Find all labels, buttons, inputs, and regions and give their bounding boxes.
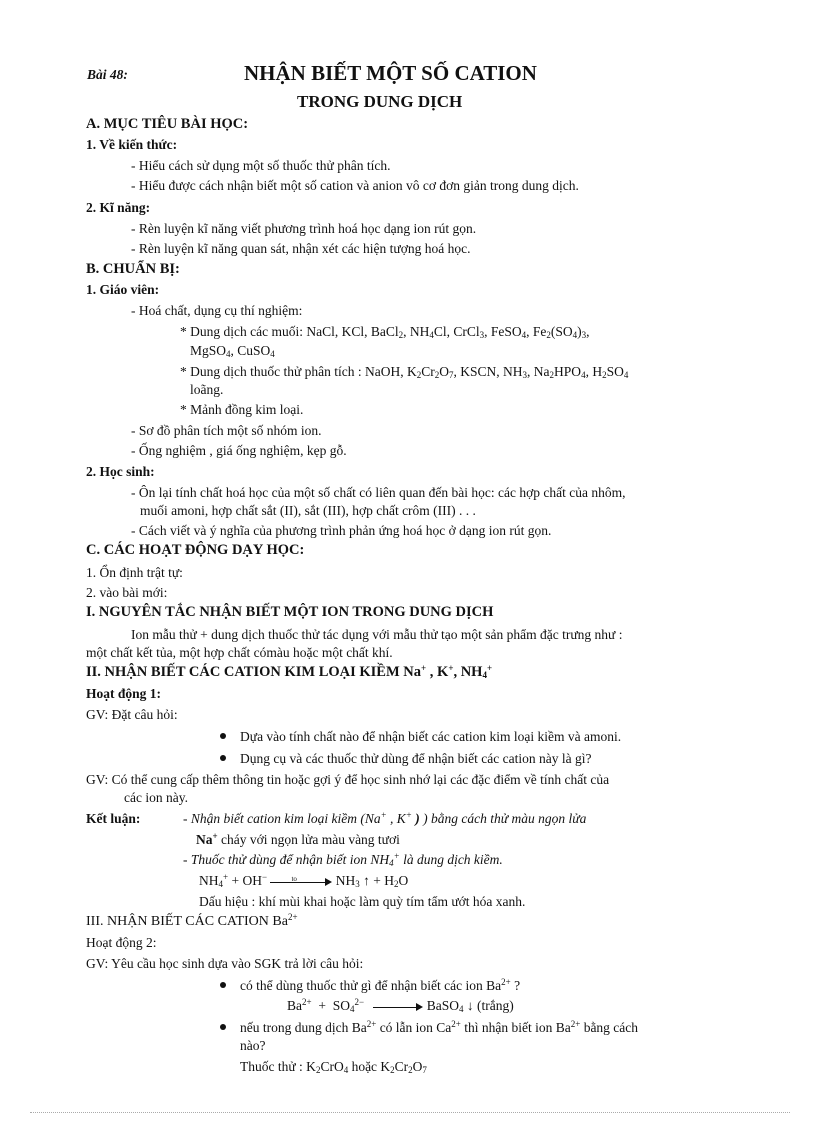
sodium-flame-text: cháy với ngọn lửa màu vàng tươi [221,832,400,847]
ammonium-equation: $NH_4^+ + OH^-$ to $NH_3$ ↑ + $H_2O$ [199,872,409,889]
bullet-icon [220,1024,226,1030]
activity-2: Hoạt động 2: [86,935,157,950]
step-2: 2. vào bài mới: [86,585,168,600]
teacher-question: GV: Đặt câu hỏi: [86,707,178,722]
conclusion-1: - Nhận biết cation kim loại kiềm (Na+ , K+ ) ) bằng cách thử màu ngọn lửa [183,810,587,826]
student-item-cont: muối amoni, hợp chất sắt (II), sắt (III), hợp chất crôm (III) . . . [140,503,476,518]
teacher-item: - Ống nghiệm , giá ống nghiệm, kẹp gỗ. [131,443,347,458]
part-2-heading: II. NHẬN BIẾT CÁC CATION KIM LOẠI KIỀM Na+ , K+, $NH_4^+$ [86,663,493,680]
part-1-heading: I. NGUYÊN TẮC NHẬN BIẾT MỘT ION TRONG DUNG DỊCH [86,604,494,620]
page-bottom-divider [30,1112,790,1113]
salts-text: * Dung dịch các muối: NaCl, KCl, BaCl [180,324,399,339]
question-2-text-d: bằng cách [583,1020,639,1035]
part-3-heading: III. NHẬN BIẾT CÁC CATION $Ba^{2+}$ [86,912,298,929]
knowledge-item: - Hiểu cách sử dụng một số thuốc thử phân tích. [131,158,391,173]
student-heading: 2. Học sinh: [86,464,155,479]
conclusion-1-text: - Nhận biết cation kim loại kiềm (Na [183,811,381,826]
question-2-text-b: có lẫn ion Ca [379,1020,452,1035]
student-item: - Cách viết và ý nghĩa của phương trình phản ứng hoá học ở dạng ion rút gọn. [131,523,552,538]
section-b-heading: B. CHUẨN BỊ: [86,261,180,277]
activity-1: Hoạt động 1: [86,686,162,701]
bullet-icon [220,733,226,739]
part-3-heading-text: III. NHẬN BIẾT CÁC CATION Ba [86,914,288,929]
section-a-heading: A. MỤC TIÊU BÀI HỌC: [86,116,249,132]
bullet-item: Dựa vào tính chất nào để nhận biết các cation kim loại kiềm và amoni. [240,729,622,744]
salts-line-2: MgSO$_4$, CuSO$_4$ [190,343,275,359]
arrow-label: to [291,874,297,883]
conclusion-2-suffix: là dung dịch kiềm. [403,852,503,867]
reagents-text: * Dung dịch thuốc thử phân tích : NaOH, K [180,364,417,379]
ammonia-sign: Dấu hiệu : khí mùi khai hoặc làm quỳ tím tẩm ướt hóa xanh. [199,894,526,909]
step-1: 1. Ổn định trật tự: [86,565,183,580]
skills-heading: 2. Kĩ năng: [86,200,151,215]
question-2-text-c: thì nhận biết ion Ba [464,1020,571,1035]
question-2-cont: nào? [240,1038,266,1053]
skills-item: - Rèn luyện kĩ năng quan sát, nhận xét các hiện tượng hoá học. [131,241,471,256]
teacher-item: - Sơ đồ phân tích một số nhóm ion. [131,423,322,438]
lesson-number: Bài 48: [87,67,128,82]
conclusion-label: Kết luận: [86,811,141,826]
reagent-or-text: hoặc K [351,1059,391,1074]
part-2-heading-text: II. NHẬN BIẾT CÁC CATION KIM LOẠI KIỀM Na [86,664,422,680]
reagent-answer-text: Thuốc thử : K [240,1059,316,1074]
conclusion-1-suffix: ) bằng cách thử màu ngọn lửa [423,811,587,826]
salts-line: * Dung dịch các muối: NaCl, KCl, BaCl$_2$, $NH_4Cl$, CrCl$_3$, FeSO$_4$, $Fe_2(SO_4)_3$, [180,324,590,340]
precipitate-note: (trắng) [477,998,514,1013]
barium-equation: $Ba^{2+} + SO_4^{2-}$ BaSO$_4$ ↓ (trắng) [287,997,514,1014]
bullet-icon [220,755,226,761]
bullet-item: Dụng cụ và các thuốc thử dùng để nhận biết các cation này là gì? [240,751,592,766]
section-c-heading: C. CÁC HOẠT ĐỘNG DẠY HỌC: [86,542,305,558]
reagents-line-2: loãng. [190,382,224,397]
teacher-heading: 1. Giáo viên: [86,282,160,297]
sodium-flame-line: Na+ cháy với ngọn lửa màu vàng tươi [196,831,400,847]
knowledge-item: - Hiểu được cách nhận biết một số cation và anion vô cơ đơn giản trong dung dịch. [131,178,579,193]
question-1-text: có thể dùng thuốc thử gì để nhận biết các ion Ba [240,978,502,993]
principle-text-cont: một chất kết tủa, một hợp chất cómàu hoặc một chất khí. [86,645,393,660]
student-item: - Ôn lại tính chất hoá học của một số chất có liên quan đến bài học: các hợp chất của nhôm, [131,485,626,500]
bullet-icon [220,982,226,988]
page-subtitle: TRONG DUNG DỊCH [297,92,463,111]
copper-item: * Mảnh đồng kim loại. [180,402,304,417]
teacher-info-cont: các ion này. [124,790,188,805]
conclusion-2-text: - Thuốc thử dùng để nhận biết ion NH [183,852,390,867]
page-title: NHẬN BIẾT MỘT SỐ CATION [244,61,537,85]
reagent-answer: Thuốc thử : $K_2CrO_4$ hoặc $K_2Cr_2O_7$ [240,1059,427,1075]
reagents-line: * Dung dịch thuốc thử phân tích : NaOH, $K_2Cr_2O_7$, KSCN, $NH_3$, $Na_2HPO_4$, $H_2SO_4$ [180,364,629,380]
bullet-item: có thể dùng thuốc thử gì để nhận biết các ion $Ba^{2+}$ ? [240,977,521,993]
teacher-item: - Hoá chất, dụng cụ thí nghiệm: [131,303,303,318]
knowledge-heading: 1. Về kiến thức: [86,137,178,152]
salts-text-2: MgSO [190,343,227,358]
principle-text: Ion mẫu thử + dung dịch thuốc thử tác dụng với mẫu thử tạo một sản phẩm đặc trưng như : [131,627,623,642]
conclusion-2: - Thuốc thử dùng để nhận biết ion $NH_4^+$ là dung dịch kiềm. [183,851,503,868]
skills-item: - Rèn luyện kĩ năng viết phương trình hoá học dạng ion rút gọn. [131,221,477,236]
question-2-text-a: nếu trong dung dịch Ba [240,1020,367,1035]
reaction-arrow-icon [270,874,332,887]
teacher-request: GV: Yêu cầu học sinh dựa vào SGK trả lời câu hỏi: [86,956,364,971]
teacher-info: GV: Có thể cung cấp thêm thông tin hoặc gợi ý để học sinh nhớ lại các đặc điểm về tính chất của [86,772,610,787]
reaction-arrow-icon [373,1002,423,1012]
bullet-item: nếu trong dung dịch $Ba^{2+}$ có lẫn ion $Ca^{2+}$ thì nhận biết ion $Ba^{2+}$ bằng cách [240,1019,639,1035]
